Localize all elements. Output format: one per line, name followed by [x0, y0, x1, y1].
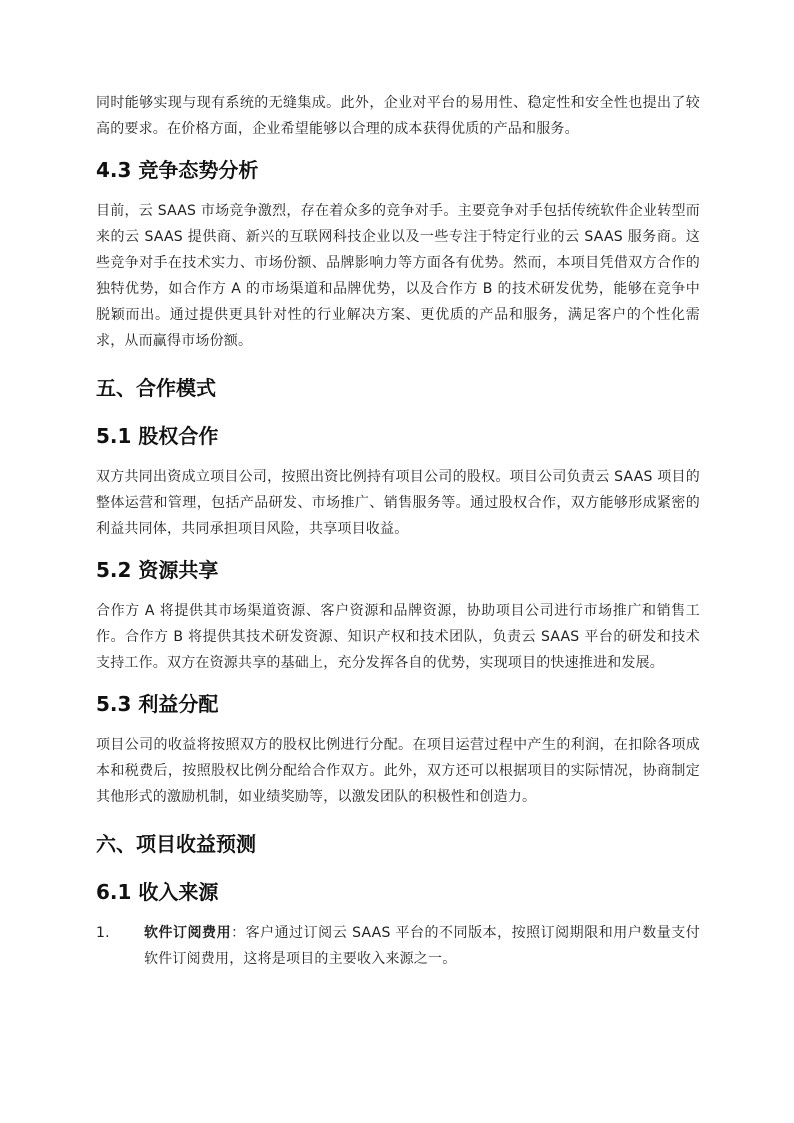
section-5-1-heading: 5.1 股权合作 [96, 424, 219, 448]
chapter-6-heading: 六、项目收益预测 [96, 832, 256, 856]
section-5-3-body: 项目公司的收益将按照双方的股权比例进行分配。在项目运营过程中产生的利润，在扣除各项成本和税费后，按照股权比例分配给合作双方。此外，双方还可以根据项目的实际情况，协商制定其他形式的激励机制，如业绩奖励等，以激发团队的积极性和创造力。 [96, 737, 700, 805]
list-item-text: ：客户通过订阅云 SAAS 平台的不同版本，按照订阅期限和用户数量支付软件订阅费用，这将是项目的主要收入来源之一。 [144, 925, 700, 967]
section-5-1-body: 双方共同出资成立项目公司，按照出资比例持有项目公司的股权。项目公司负责云 SAAS 项目的整体运营和管理，包括产品研发、市场推广、销售服务等。通过股权合作，双方能够形成紧密的利益共同体，共同承担项目风险，共享项目收益。 [96, 469, 700, 537]
chapter-5-heading: 五、合作模式 [96, 376, 216, 400]
list-item-number: 1. [96, 925, 110, 941]
section-6-1-heading: 6.1 收入来源 [96, 880, 219, 904]
section-4-3-heading: 4.3 竞争态势分析 [96, 158, 259, 182]
document-page [96, 90, 700, 972]
list-item-label: 软件订阅费用 [144, 925, 232, 941]
section-5-3-heading: 5.3 利益分配 [96, 692, 219, 716]
section-5-2-body: 合作方 A 将提供其市场渠道资源、客户资源和品牌资源，协助项目公司进行市场推广和销售工作。合作方 B 将提供其技术研发资源、知识产权和技术团队，负责云 SAAS 平台的研发和技术支持工作。双方在资源共享的基础上，充分发挥各自的优势，实现项目的快速推进和发展。 [96, 603, 700, 671]
list-item [96, 920, 700, 972]
section-4-3-body: 目前，云 SAAS 市场竞争激烈，存在着众多的竞争对手。主要竞争对手包括传统软件企业转型而来的云 SAAS 提供商、新兴的互联网科技企业以及一些专注于特定行业的云 SAAS 服务商。这些竞争对手在技术实力、市场份额、品牌影响力等方面各有优势。然而，本项目凭借双方合作的独特优势，如合作方 A 的市场渠道和品牌优势，以及合作方 B 的技术研发优势，能够在竞争中脱颖而出。通过提供更具针对性的行业解决方案、更优质的产品和服务，满足客户的个性化需求，从而赢得市场份额。 [96, 203, 700, 349]
section-5-2-heading: 5.2 资源共享 [96, 558, 219, 582]
intro-paragraph: 同时能够实现与现有系统的无缝集成。此外，企业对平台的易用性、稳定性和安全性也提出了较高的要求。在价格方面，企业希望能够以合理的成本获得优质的产品和服务。 [96, 95, 700, 137]
